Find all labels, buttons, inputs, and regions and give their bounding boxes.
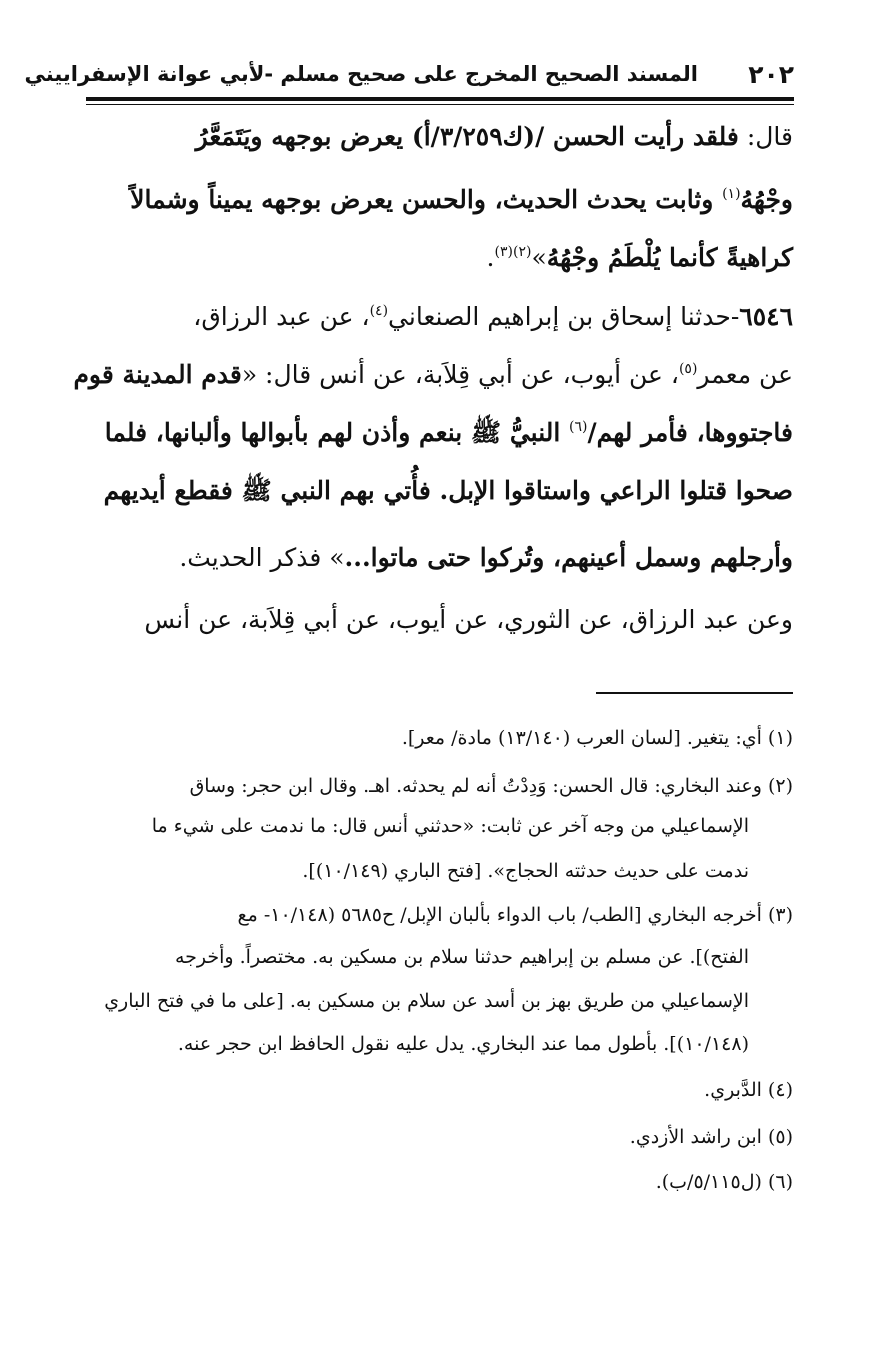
footnote-3-cont: الإسماعيلي من طريق بهز بن أسد عن سلام بن مسكين به. [على ما في فتح الباري <box>104 990 749 1012</box>
footnote-6: (٦) (ل٥/١١٥/ب). <box>655 1171 793 1193</box>
hadith-text: وجْهُهُ <box>740 185 793 214</box>
running-title: المسند الصحيح المخرج على صحيح مسلم -لأبي عوانة الإسفراييني <box>24 62 698 86</box>
text-line-8 <box>103 538 793 578</box>
text-line-2 <box>103 180 793 220</box>
footnote-4: (٤) الدَّبري. <box>704 1079 793 1101</box>
footnote-2-cont: الإسماعيلي من وجه آخر عن ثابت: «حدثني أنس قال: ما ندمت على شيء ما <box>151 815 749 837</box>
text-line-9 <box>123 600 793 640</box>
footnote-5: (٥) ابن راشد الأزدي. <box>629 1126 793 1148</box>
footnote-2-cont: ندمت على حديث حدثته الحجاج». [فتح الباري (١٠/١٤٩)]. <box>302 860 749 882</box>
text-line-3 <box>103 238 793 278</box>
footnote-ref: (٦) <box>569 419 588 435</box>
hadith-text: كراهيةً كأنما يُلْطَمُ وجْهُهُ <box>546 243 793 272</box>
hadith-number: ٦٥٤٦ <box>739 302 793 331</box>
text-line-4 <box>123 297 793 337</box>
footnote-ref: (٢)(٣) <box>494 244 532 260</box>
footnote-3: (٣) أخرجه البخاري [الطب/ باب الدواء بألبان الإبل/ ح٥٦٨٥ (١٠/١٤٨- مع <box>237 904 793 926</box>
hadith-text: وأرجلهم وسمل أعينهم، وتُركوا حتى ماتوا... <box>344 543 793 572</box>
text-line-6 <box>103 413 793 453</box>
footnote-3-cont: الفتح)]. عن مسلم بن إبراهيم حدثنا سلام بن مسكين به. مختصراً. وأخرجه <box>174 946 749 968</box>
hadith-text: صحوا قتلوا الراعي واستاقوا الإبل. فأُتي بهم النبي ﷺ فقطع أيديهم <box>103 476 793 505</box>
hadith-text: فلقد رأيت الحسن /(ك٣/٢٥٩/أ) يعرض بوجهه ويَتَمَعَّرُ <box>195 122 739 151</box>
hadith-text: قدم المدينة قوم <box>73 360 242 389</box>
hadith-text: وثابت يحدث الحديث، والحسن يعرض بوجهه يميناً وشمالاً <box>130 185 723 214</box>
text-span: ، عن أيوب، عن أبي قِلاَبة، عن أنس قال: « <box>241 360 679 389</box>
quote-mark: » <box>531 243 547 272</box>
footnote-separator <box>596 692 793 694</box>
text-span: وعن عبد الرزاق، عن الثوري، عن أيوب، عن أبي قِلاَبة، عن أنس <box>144 605 793 634</box>
text-span: -حدثنا إسحاق بن إبراهيم الصنعاني <box>388 302 740 331</box>
footnote-2: (٢) وعند البخاري: قال الحسن: وَدِدْتُ أنه لم يحدثه. اهـ. وقال ابن حجر: وساق <box>189 775 793 797</box>
text-span: عن معمر <box>697 360 793 389</box>
page-header <box>24 58 794 94</box>
text-span: قال: <box>738 122 793 151</box>
page-number: ٢٠٢ <box>748 60 794 89</box>
footnote-1: (١) أي: يتغير. [لسان العرب (١٣/١٤٠) مادة/ معر]. <box>401 727 793 749</box>
footnote-ref: (٤) <box>369 303 389 319</box>
hadith-text: فاجتووها، فأمر لهم/ <box>587 418 793 447</box>
footnote-ref: (١) <box>722 186 741 202</box>
header-rule-thin <box>86 104 794 105</box>
header-rule-thick <box>86 97 794 101</box>
hadith-text: النبيُّ ﷺ بنعم وأذن لهم بأبوالها وألبانها، فلما <box>104 418 570 447</box>
text-span: . <box>486 243 495 272</box>
footnote-ref: (٥) <box>678 361 698 377</box>
footnote-3-cont: (١٠/١٤٨)]. بأطول مما عند البخاري. يدل عليه نقول الحافظ ابن حجر عنه. <box>177 1033 749 1055</box>
text-span: ، عن عبد الرزاق، <box>193 302 370 331</box>
text-line-1 <box>123 117 793 157</box>
text-line-7 <box>103 471 793 511</box>
text-line-5 <box>73 355 793 395</box>
text-span: » فذكر الحديث. <box>179 543 345 572</box>
